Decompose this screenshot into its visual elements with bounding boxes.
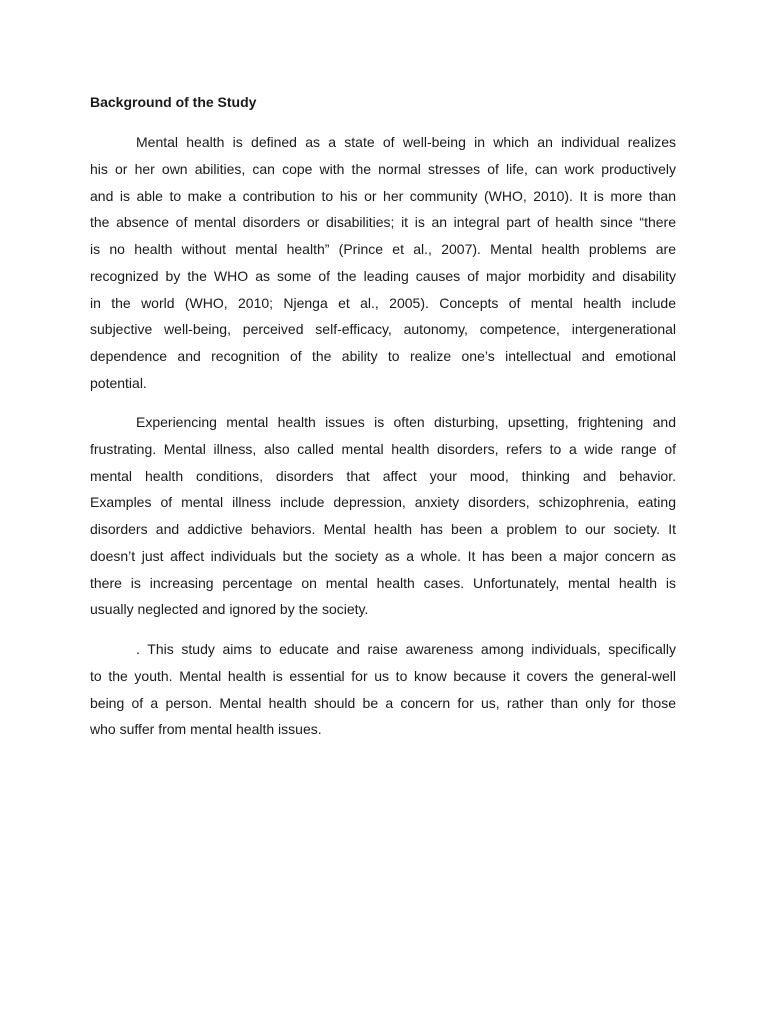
paragraph-1 <box>90 129 676 397</box>
paragraph-2 <box>90 409 676 623</box>
text-line: Experiencing mental health issues is often disturbing, upsetting, frightening and <box>136 414 676 430</box>
text-line: frustrating. Mental illness, also called mental health disorders, refers to a wide range of <box>90 440 676 457</box>
text-line: the absence of mental disorders or disabilities; it is an integral part of health since “there <box>90 214 676 231</box>
text-line: usually neglected and ignored by the society. <box>90 601 369 618</box>
text-line: recognized by the WHO as some of the leading causes of major morbidity and disability <box>90 267 676 284</box>
paragraph-3 <box>90 636 676 743</box>
section-heading: Background of the Study <box>90 94 257 110</box>
text-line: potential. <box>90 374 147 391</box>
text-line: Mental health is defined as a state of well-being in which an individual realizes <box>136 134 676 150</box>
text-line: is no health without mental health” (Prince et al., 2007). Mental health problems are <box>90 241 676 257</box>
text-line: disorders and addictive behaviors. Mental health has been a problem to our society. It <box>90 521 676 537</box>
text-line: in the world (WHO, 2010; Njenga et al., 2005). Concepts of mental health include <box>90 294 676 311</box>
text-line: dependence and recognition of the ability to realize one’s intellectual and emotional <box>90 348 676 364</box>
text-line: and is able to make a contribution to his or her community (WHO, 2010). It is more than <box>90 187 676 204</box>
text-line: Examples of mental illness include depression, anxiety disorders, schizophrenia, eating <box>90 494 676 511</box>
text-line: there is increasing percentage on mental health cases. Unfortunately, mental health is <box>90 574 676 591</box>
text-line: to the youth. Mental health is essential for us to know because it covers the general-well <box>90 667 676 684</box>
text-line: his or her own abilities, can cope with the normal stresses of life, can work productively <box>90 160 676 177</box>
text-line: mental health conditions, disorders that affect your mood, thinking and behavior. <box>90 467 676 484</box>
text-line: being of a person. Mental health should be a concern for us, rather than only for those <box>90 694 676 711</box>
text-line: . This study aims to educate and raise awareness among individuals, specifically <box>136 641 676 657</box>
text-line: subjective well-being, perceived self-efficacy, autonomy, competence, intergenerational <box>90 321 676 338</box>
text-line: doesn’t just affect individuals but the society as a whole. It has been a major concern as <box>90 547 676 564</box>
text-line: who suffer from mental health issues. <box>90 721 322 738</box>
